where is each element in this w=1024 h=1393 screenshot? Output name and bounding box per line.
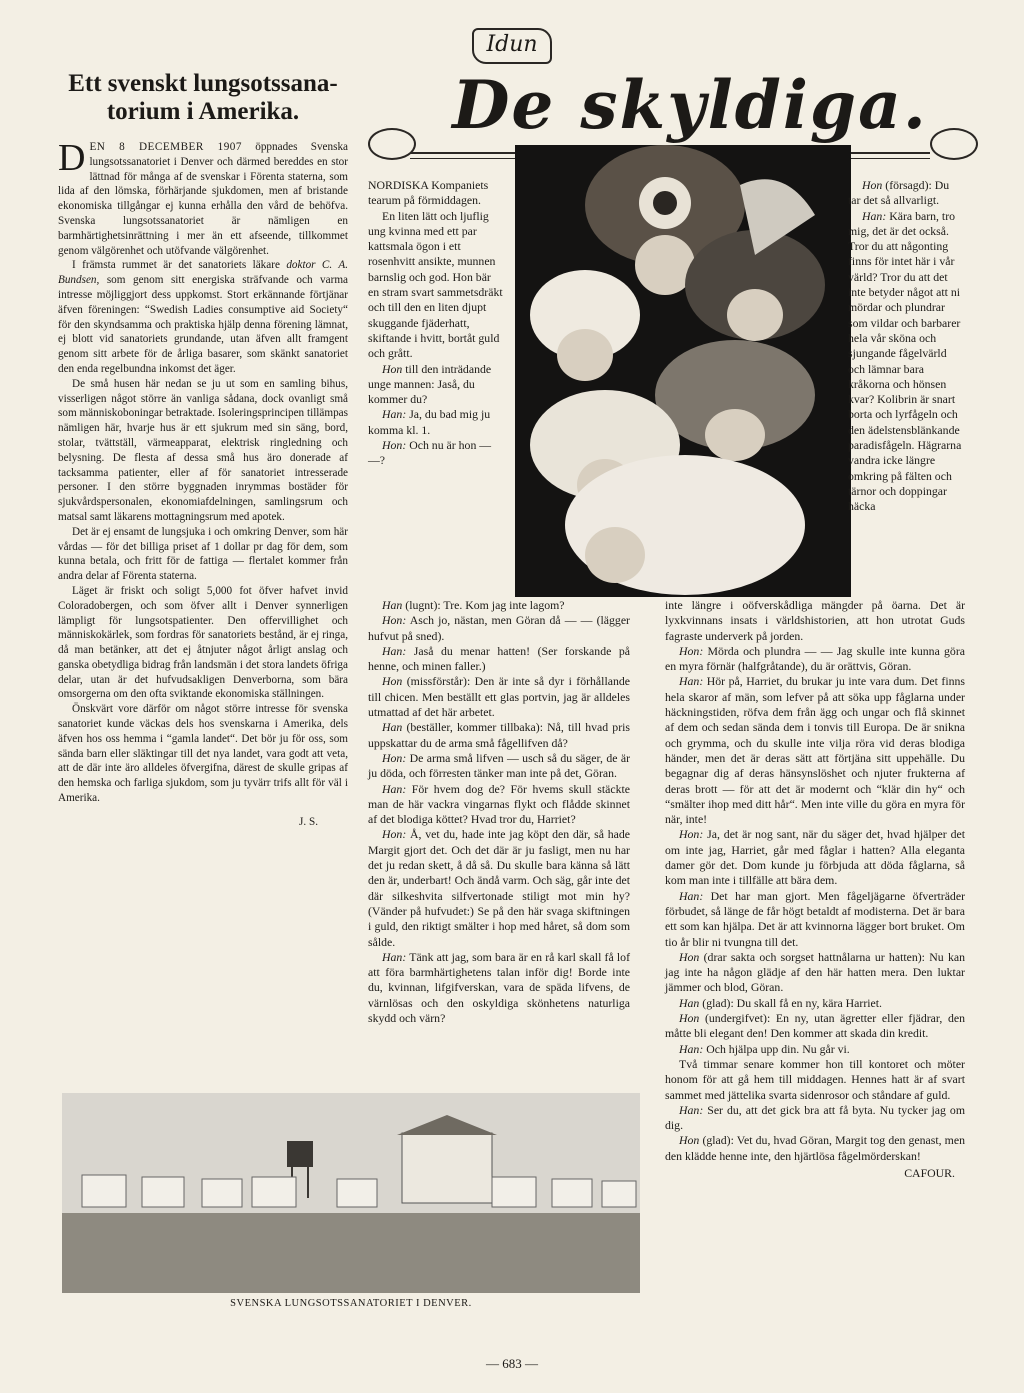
dialogue-line: Hon (drar sakta och sorgset hattnålarna ur hatten): Nu kan jag inte ha någon glädje af den här hatten mera. Den luktar jämmer och blod, Göran. [665, 949, 965, 995]
author-signature: CAFOUR. [904, 1165, 955, 1180]
paragraph: Läget är friskt och soligt 5,000 fot öfver hafvet invid Coloradobergen, och som öfver allt i Denver synnerligen lämpligt för lungsotspatienter. Den offervillighet och människokärlek, som fordras för sanatoriets bestånd, är ej ringa, då man betänker, att det ej åtnjuter något årligt anslag och ganska obetydliga bidrag från landsmän i det stora landets öfriga delar, utan är det hufvudsakligen Denverborna, som bära omsorgerna om den ofta sviktande ekonomiska ställningen. [58, 584, 348, 701]
photo-caption: SVENSKA LUNGSOTSSANATORIET I DENVER. [230, 1298, 472, 1309]
dialogue-line: Han: Det har man gjort. Men fågeljägarne öfverträder förbudet, så länge de får högt betaldt af modisterna. Det är bara ett som kan hjälpa. Det är att kvinnorna lägger bort bruket. Om tio år blir ni tvungna till det. [665, 888, 965, 949]
paragraph: NORDISKA Kompaniets tearum på förmiddagen. [368, 178, 489, 208]
dialogue-line: Hon: Ja, det är nog sant, när du säger det, hvad hjälper det om inte jag, Harriet, går med fåglar i hatten? Alla eleganta damer gör det. Dom kunde ju förbjuda att döda fåglarna, så kom man inte i tillfälle att bära dem. [665, 827, 966, 888]
magazine-logo: Idun [472, 28, 552, 64]
dialogue-line: Han: Ser du, att det gick bra att få byta. Nu tycker jag om dig. [665, 1102, 965, 1133]
paragraph: DEN 8 DECEMBER 1907 öppnades Svenska lungsotssanatoriet i Denver och därmed bereddes en stor lättnad för många af de svenskar i Förenta staterna, som lida af den lömska, förhärjande sjukdomen, men af bristande ekonomiska tillgångar ej kunna erhålla den vård de behöfva. Svenska lungsotssanatoriet är nämligen en barmhärtighetsinrättning i mer än ett afseende, tillkommet genom välgörenhet och utöfvande välgörenhet. [58, 137, 349, 257]
dialogue-line: Han: Och hjälpa upp din. Nu går vi. [679, 1041, 850, 1056]
dialogue-line: Han: Tänk att jag, som bara är en rå karl skall få lof att föra barmhärtighetens talan inför dig! Borde inte du, kvinnan, lifgifverskan, vara de späda lifvens, de värnlösas och den oskyldiga skönhetens naturliga skydd och värn? [368, 949, 630, 1026]
dialogue-continuation: inte längre i oöfverskådliga mängder på öarna. Det är lyxkvinnans insats i världshistorien, att hon utrotat Guds fagraste underverk på jorden. [665, 598, 965, 643]
sanatorium-photo [62, 1093, 640, 1293]
dialogue-column-right [665, 598, 965, 1181]
dialogue-column-left [368, 598, 630, 1026]
signature: J. S. [299, 815, 318, 828]
paragraph: Två timmar senare kommer hon till kontoret och möter honom för att gå hem till middagen. Hennes hatt är af svart sammet med jättelika svarta sidenrosor och ståndare af guld. [665, 1056, 965, 1102]
paragraph: En liten lätt och ljuflig ung kvinna med ett par kattsmala ögon i ett rosenhvitt ansikte, munnen barnslig och god. Hon bär en stram svart sammetsdräkt och till den en liten djupt skuggande fjäderhatt, skiftande i hvitt, bortåt guld och grått. [368, 208, 503, 361]
paragraph: Hon: Och nu är hon — —? [368, 438, 492, 468]
paragraph: Han: Kära barn, tro mig, det är det också. Tror du att någonting finns för intet här i vår värld? Tror du att det inte betyder något att ni mördar och plundrar som vildar och barbarer hela vår sköna och sjungande fågelvärld och lämnar bara kråkorna och hönsen kvar? Kolibrin är snart borta och lyrfågeln och den ädelstensblänkande paradisfågeln. Hägrarna vandra icke längre omkring på fälten och tärnor och doppingar häcka [848, 208, 962, 514]
dialogue-line: Han (lugnt): Tre. Kom jag inte lagom? [382, 598, 565, 612]
dialogue-line: Han (glad): Du skall få en ny, kära Harriet. [679, 995, 882, 1010]
dialogue-line: Han: Jaså du menar hatten! (Ser forskande på henne, och minen faller.) [368, 643, 630, 674]
dialogue-line: Han: Hör på, Harriet, du brukar ju inte vara dum. Det finns hela skaror af män, som lefver på att söka upp fåglarna under häckningstiden, röfva dem från ägg och ungar och flå skinnet af dem och sedan sända dem i tonvis till Europa. De är snikna och grymma, och du skulle inte vilja röra vid deras blodiga händer, men det är deras sätt att förtjäna sitt uppehälle. Du begagnar dig af deras hänsynslöshet och njuter frukterna af deras brott — för att det är modernt och “klär din hy“ och “smälter ihop med ditt hår“. Men inte ville du göra en myra för när, inte! [665, 674, 965, 827]
paragraph: Önskvärt vore därför om något större intresse för svenska sanatoriet kunde väckas dels hos svenskarna i Amerika, dels äfven hos oss hemma i “gamla landet“. Det bör ju för oss, som sända barn eller släktingar till det nya landet, vara godt att veta, att de där inte äro alldeles öfvergifna, därest de skulle gripas af den hemska och farliga sjukdom, som ju tyvärr trifs allt för väl i Amerika. [58, 703, 348, 805]
dialogue-line: Hon: De arma små lifven — usch så du säger, de är ju döda, och förresten tänker man inte på det, Göran. [368, 750, 630, 781]
dialogue-line: Han: För hvem dog de? För hvems skull stäckte man de här vackra vingarnas flykt och flådde skinnet af det blodiga köttet? Hvad tror du, Harriet? [368, 781, 630, 827]
hats-photo [515, 145, 851, 597]
paragraph: Hon (försagd): Du tar det så allvarligt. [848, 178, 950, 208]
dialogue-line: Hon (missförstår): Den är inte så dyr i förhållande till chicen. Men beställt ett glas portvin, jag är alldeles utmattad af det här arbetet. [368, 674, 630, 720]
article-body [58, 137, 349, 806]
article-title: Ett svenskt lungsotssana- torium i Amerika. [68, 70, 338, 125]
ornament-right-icon [930, 128, 978, 160]
dialogue-line: Hon (undergifvet): En ny, utan ägretter eller fjädrar, den måtte bli elegant den! Den kommer att skada din kredit. [665, 1011, 965, 1041]
sanatorium-illustration [62, 1093, 640, 1293]
story-left-column [368, 178, 504, 469]
paragraph: Det är ej ensamt de lungsjuka i och omkring Denver, som här vårdas — för det billiga priset af 1 dollar pr dag för dem, som kunna betala, och fritt för de fattiga — flertalet kommer från andra delar af Förenta staterna. [58, 525, 348, 583]
paragraph: Han: Ja, du bad mig ju komma kl. 1. [368, 407, 491, 437]
sanatorium-article [58, 70, 348, 828]
dialogue-line: Hon: Å, vet du, hade inte jag köpt den där, så hade Margit gjort det. Och det där är ju fasligt, men nu har det ju redan skett, å då så. Du skulle bara känna så lätt den är, underbart! Och ändå varm. Och säg, går inte det där silkeshvita silfvertonade stiligt mot min hy? (Vänder på hufvudet:) Se på den här svaga skiftningen i guld, den riktigt smälter i hop med håret, så dom som sålde. [368, 827, 630, 949]
story-right-column [848, 178, 964, 515]
page-number: — 683 — [486, 1356, 538, 1371]
dialogue-line: Hon: Asch jo, nästan, men Göran då — — (lägger hufvut på sned). [368, 613, 630, 643]
hats-illustration [515, 145, 851, 597]
dialogue-line: Hon: Mörda och plundra — — Jag skulle inte kunna göra en myra förnär (halfgråtande), du är orättvis, Göran. [665, 643, 966, 674]
paragraph: De små husen här nedan se ju ut som en samling bihus, visserligen något större än vanliga sådana, dock ovanligt små som människoboningar betraktade. Isoleringsprincipen tillämpas nämligen här, hvarje hus är ett sjukrum med sin säng, bord, stolar, tvättställ, värmeapparat, elektrisk ringledning och belysning. De flesta af dessa små hus äro donerade af tacksamma patienter, eller af för sanatoriet intresserade personer. I den större byggnaden inrymmas bostäder för sjukvårdspersonalen, ekonomiafdelningen, samlingsrum och matsal samt läkarens mottagningsrum med apotek. [58, 377, 348, 523]
drop-cap: D [58, 137, 86, 179]
ornament-left-icon [368, 128, 416, 160]
story-intro [368, 178, 504, 469]
paragraph: Hon till den inträdande unge mannen: Jaså, du kommer du? [368, 361, 492, 407]
dialogue-line: Hon (glad): Vet du, hvad Göran, Margit tog den genast, men den klädde henne inte, den hjärtlösa fågelmörderskan! [665, 1133, 965, 1163]
story-title: De skyldiga. [452, 66, 928, 144]
paragraph: I främsta rummet är det sanatoriets läkare doktor C. A. Bundsen, som genom sitt energiska sträfvande och varma intresse möjliggjort dess uppkomst. Stort erkännande förtjänar äfven föreningen: “Swedish Ladies consumptive aid Society“ för den skyndsamma och praktiska hjälp denna förening lämnat, ej blott vid sanatoriets grundande, utan äfven allt framgent genom sitt arbete för de årliga basarer, som skänkt sanatoriet den enda regelbundna inkomst det äger. [58, 259, 349, 375]
story-right-text [848, 178, 964, 515]
dialogue-line: Han (beställer, kommer tillbaka): Nå, till hvad pris uppskattar du de arma små fågellifven då? [368, 720, 630, 750]
